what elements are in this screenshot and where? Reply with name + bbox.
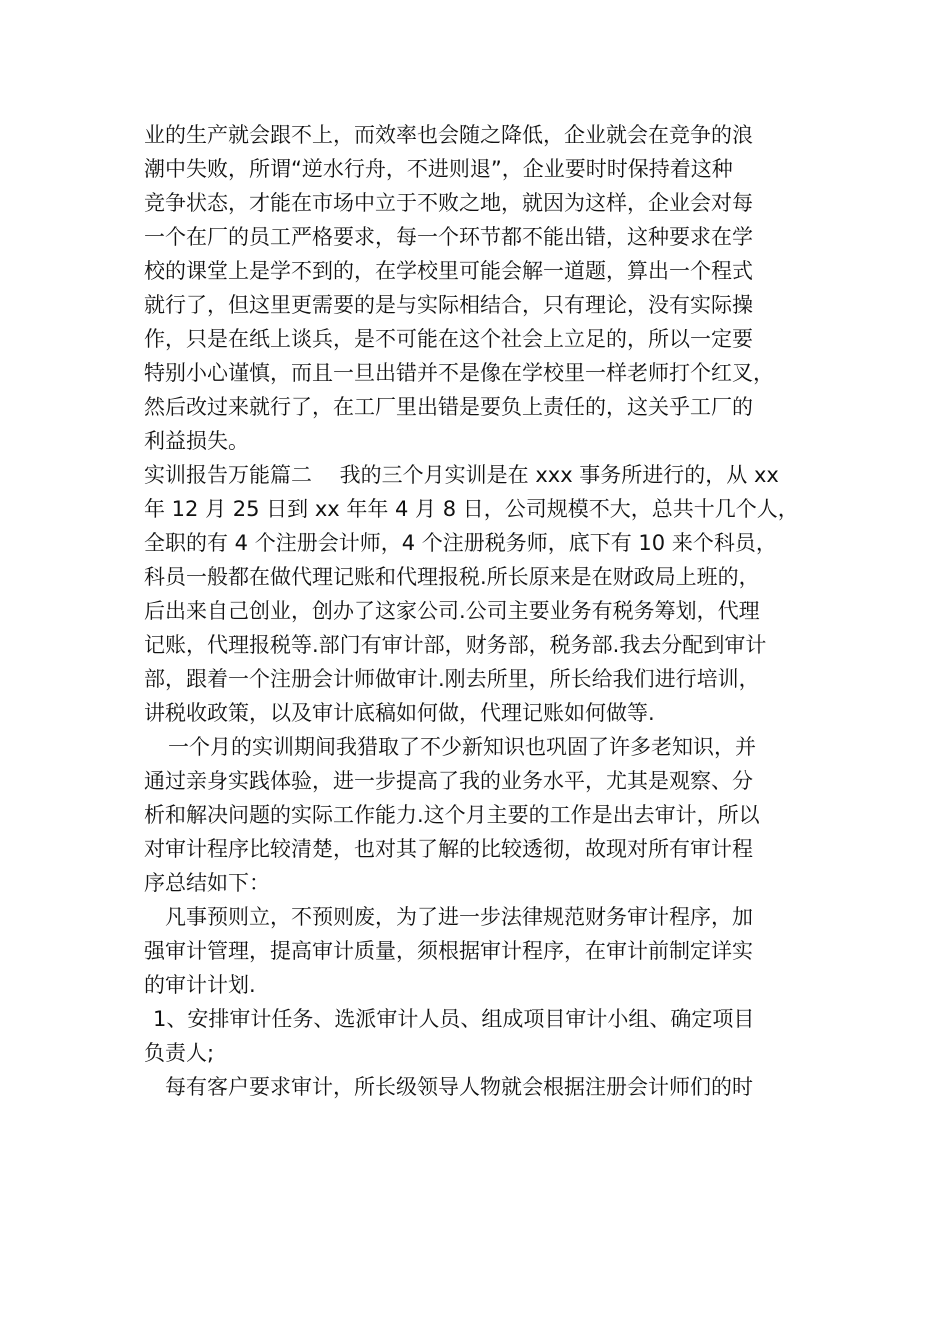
text-line: 然后改过来就行了，在工厂里出错是要负上责任的，这关乎工厂的 [144, 395, 753, 419]
text-line: 全职的有 4 个注册会计师，4 个注册税务师，底下有 10 来个科员， [144, 531, 777, 555]
text-line: 对审计程序比较清楚，也对其了解的比较透彻，故现对所有审计程 [144, 837, 753, 861]
document-body [144, 118, 824, 1104]
text-line: 通过亲身实践体验，进一步提高了我的业务水平，尤其是观察、分 [144, 769, 753, 793]
text-line: 析和解决问题的实际工作能力.这个月主要的工作是出去审计，所以 [144, 803, 760, 827]
text-line: 一个月的实训期间我猎取了不少新知识也巩固了许多老知识，并 [168, 735, 756, 759]
text-line: 就行了，但这里更需要的是与实际相结合，只有理论，没有实际操 [144, 293, 753, 317]
text-line: 校的课堂上是学不到的，在学校里可能会解一道题，算出一个程式 [144, 259, 753, 283]
text-line: 负责人; [144, 1041, 215, 1065]
text-line: 科员一般都在做代理记账和代理报税.所长原来是在财政局上班的， [144, 565, 760, 589]
text-line: 年 12 月 25 日到 xx 年年 4 月 8 日，公司规模不大，总共十几个人， [144, 497, 799, 521]
text-line: 的审计计划. [144, 973, 256, 997]
text-line: 强审计管理，提高审计质量，须根据审计程序，在审计前制定详实 [144, 939, 753, 963]
text-line: 序总结如下： [144, 871, 270, 895]
text-line: 部，跟着一个注册会计师做审计.刚去所里，所长给我们进行培训， [144, 667, 760, 691]
text-line: 一个在厂的员工严格要求，每一个环节都不能出错，这种要求在学 [144, 225, 753, 249]
text-line: 潮中失败，所谓“逆水行舟，不进则退”，企业要时时保持着这种 [144, 157, 733, 181]
list-item-line: 1、安排审计任务、选派审计人员、组成项目审计小组、确定项目 [153, 1007, 755, 1031]
text-line: 业的生产就会跟不上，而效率也会随之降低，企业就会在竞争的浪 [144, 123, 753, 147]
text-line: 每有客户要求审计，所长级领导人物就会根据注册会计师们的时 [165, 1075, 753, 1099]
text-line: 凡事预则立，不预则废，为了进一步法律规范财务审计程序，加 [165, 905, 753, 929]
text-line: 竞争状态，才能在市场中立于不败之地，就因为这样，企业会对每 [144, 191, 753, 215]
text-line: 讲税收政策，以及审计底稿如何做，代理记账如何做等. [144, 701, 655, 725]
text-line: 特别小心谨慎，而且一旦出错并不是像在学校里一样老师打个红叉， [144, 361, 774, 385]
text-line: 利益损失。 [144, 429, 249, 453]
text-line: 后出来自己创业，创办了这家公司.公司主要业务有税务筹划，代理 [144, 599, 760, 623]
text-line: 记账，代理报税等.部门有审计部，财务部，税务部.我去分配到审计 [144, 633, 767, 657]
text-line: 作，只是在纸上谈兵，是不可能在这个社会上立足的，所以一定要 [144, 327, 753, 351]
section-heading-line: 实训报告万能篇二 我的三个月实训是在 xxx 事务所进行的，从 xx [144, 463, 779, 487]
